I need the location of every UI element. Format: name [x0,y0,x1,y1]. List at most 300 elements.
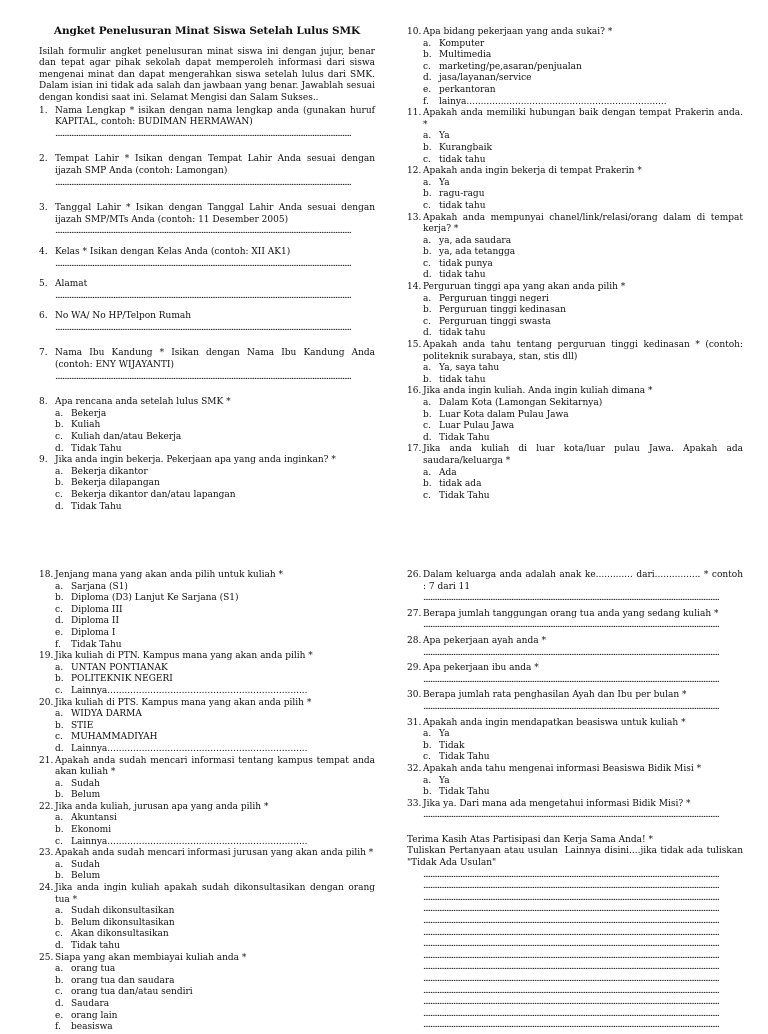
question-number: 12. [407,166,422,177]
option-a[interactable] [39,582,375,594]
option-a[interactable] [39,467,375,479]
question-text-row [39,348,375,371]
option-d[interactable] [407,328,743,340]
question-30 [407,690,743,717]
question-text-row [407,799,743,811]
option-label: tidak tahu [439,374,486,385]
option-a[interactable] [407,468,743,480]
closing-instruction: Tuliskan Pertanyaan atau usulan Lainnya disini....jika tidak ada tuliskan "Tidak Ada Usulan" [407,846,746,869]
question-9 [39,455,375,513]
option-letter: e. [55,627,64,638]
option-letter: a. [55,709,64,720]
option-label: Diploma (D3) Lanjut Ke Sarjana (S1) [71,593,239,604]
question-number: 14. [407,282,422,293]
question-number: 15. [407,340,422,351]
option-e[interactable] [39,628,375,640]
option-label: Lainnya...................................................................... [71,685,308,696]
option-b[interactable] [39,825,375,837]
option-letter: c. [423,752,431,763]
question-13 [407,213,743,283]
option-label: Luar Kota dalam Pulau Jawa [439,409,569,420]
option-b[interactable] [39,420,375,432]
question-number: 24. [39,883,54,894]
question-text: Apa pekerjaan ibu anda * [423,663,539,674]
answer-line[interactable]: ........................................................................................................................................................................ [423,593,719,604]
question-6 [39,311,375,348]
question-text-row [407,282,743,294]
option-label: Tidak Tahu [71,443,122,454]
question-text: Apakah anda tahu mengenai informasi Beasiswa Bidik Misi * [423,763,702,774]
option-label: Luar Pulau Jawa [439,421,515,432]
question-text-row [407,570,743,593]
option-c[interactable] [39,732,375,744]
question-29 [407,663,743,690]
option-c[interactable] [407,421,743,433]
option-letter: c. [55,604,63,615]
option-letter: c. [55,432,63,443]
option-b[interactable] [39,478,375,490]
column-top-right [407,27,743,502]
option-label: tidak tahu [439,270,486,281]
option-b[interactable] [407,305,743,317]
option-letter: a. [423,398,432,408]
option-letter: e. [423,84,432,95]
option-b[interactable] [39,790,375,802]
option-letter: b. [55,975,64,986]
option-letter: a. [55,662,64,673]
question-text: Apakah anda ingin mendapatkan beasiswa untuk kuliah * [423,717,686,728]
option-b[interactable] [407,247,743,259]
spacer [39,238,375,247]
option-label: ragu-ragu [439,189,485,200]
option-letter: d. [423,432,432,443]
option-letter: b. [55,825,64,836]
option-label: Ya [439,729,450,740]
question-text-row [407,340,743,363]
option-letter: a. [55,778,64,789]
question-number: 2. [39,154,48,165]
option-letter: d. [423,73,432,84]
answer-line[interactable]: ........................................................................................................................................................................ [423,810,719,821]
usulan-line[interactable]: ........................................................................................................................................................................ [423,927,719,938]
option-c[interactable] [407,259,743,271]
usulan-answer-lines[interactable] [407,870,743,1032]
option-letter: c. [423,421,431,432]
question-text: Jika anda kuliah, jurusan apa yang anda pilih * [55,801,269,812]
option-a[interactable] [407,363,743,375]
option-d[interactable] [39,502,375,514]
option-d[interactable] [39,744,375,756]
answer-line[interactable]: ........................................................................................................................................................................ [55,128,351,139]
option-label: WIDYA DARMA [71,709,142,720]
question-text-row [407,386,743,398]
question-text: Berapa jumlah tanggungan orang tua anda yang sedang kuliah * [423,608,719,619]
question-number: 1. [39,105,48,116]
option-e[interactable] [407,85,743,97]
option-a[interactable] [39,813,375,825]
question-32 [407,764,743,799]
question-number: 11. [407,108,422,119]
option-letter: a. [423,293,432,304]
spacer [39,189,375,203]
question-text: Jika kuliah di PTN. Kampus mana yang akan anda pilih * [55,651,313,662]
option-label: Lainnya...................................................................... [71,836,308,847]
option-a[interactable] [39,906,375,918]
option-label: Tidak Tahu [439,490,490,501]
option-c[interactable] [39,432,375,444]
option-c[interactable] [39,837,375,849]
option-letter: d. [423,270,432,281]
question-20 [39,698,375,756]
option-letter: b. [423,142,432,153]
question-16 [407,386,743,444]
question-number: 25. [39,952,54,963]
spacer [39,383,375,397]
question-text: Apakah anda ingin bekerja di tempat Prakerin * [423,166,642,177]
option-letter: c. [423,316,431,327]
question-28 [407,636,743,663]
option-b[interactable] [39,721,375,733]
option-letter: a. [423,467,432,478]
option-letter: f. [55,639,61,650]
question-text-row [407,27,743,39]
option-d[interactable] [39,941,375,953]
option-label: Bekerja dikantor dan/atau lapangan [71,490,236,500]
option-d[interactable] [407,73,743,85]
question-11 [407,108,743,166]
option-a[interactable] [407,131,743,143]
question-text: Jika anda ingin kuliah. Anda ingin kuliah dimana * [423,386,653,397]
option-letter: a. [55,964,64,975]
option-b[interactable] [407,410,743,422]
option-b[interactable] [39,593,375,605]
option-label: tidak tahu [439,328,486,339]
answer-line[interactable]: ........................................................................................................................................................................ [423,647,719,658]
option-b[interactable] [407,50,743,62]
option-letter: a. [423,38,432,49]
intro-paragraph: Isilah formulir angket penelusuran minat siswa ini dengan jujur, benar dan tepat agar pihak sekolah dapat memperoleh informasi dari siswa mengenai minat dan dapat mengerahkan siswa setelah lulus dari SMK. Dalam isian ini tidak ada salah dan jawbaan yang benar. Jawablah sesuai dengan kondisi saat ini. Selamat Mengisi dan Salam Sukses.. [39,46,375,103]
usulan-line[interactable]: ........................................................................................................................................................................ [423,869,719,880]
answer-line[interactable]: ........................................................................................................................................................................ [55,177,351,188]
option-letter: a. [423,235,432,246]
option-label: tidak tahu [439,200,486,211]
option-letter: c. [55,929,63,940]
closing-thanks: Terima Kasih Atas Partisipasi dan Kerja Sama Anda! * [407,834,654,845]
column-bottom-right [407,570,746,1032]
option-letter: a. [55,408,64,419]
option-letter: c. [55,836,63,847]
question-number: 9. [39,455,48,466]
question-text: Alamat [55,279,88,290]
option-label: Belum dikonsultasikan [71,917,175,928]
option-label: Bekerja dikantor [71,466,148,477]
option-label: Akuntansi [71,813,117,824]
option-a[interactable] [39,964,375,976]
option-label: POLITEKNIK NEGERI [71,674,173,685]
question-text-row [407,690,743,702]
option-f[interactable] [39,1022,375,1034]
column-top-left [39,26,375,513]
question-text: Apakah anda memiliki hubungan baik dengan tempat Prakerin anda. * [423,108,743,130]
question-21 [39,756,375,802]
option-letter: c. [423,200,431,211]
question-number: 3. [39,203,48,214]
option-c[interactable] [407,155,743,167]
question-8 [39,397,375,455]
option-label: Diploma II [71,616,120,627]
question-number: 26. [407,570,422,580]
option-label: orang tua dan saudara [71,975,175,986]
question-number: 18. [39,570,54,580]
option-e[interactable] [39,1011,375,1023]
option-b[interactable] [407,189,743,201]
option-label: ya, ada saudara [439,235,512,246]
option-letter: b. [423,787,432,798]
usulan-line[interactable]: ........................................................................................................................................................................ [423,939,719,950]
option-a[interactable] [39,779,375,791]
question-number: 7. [39,348,48,359]
option-c[interactable] [407,491,743,503]
option-d[interactable] [407,433,743,445]
option-label: Saudara [71,998,110,1009]
option-letter: a. [55,466,64,477]
question-text: Kelas * Isikan dengan Kelas Anda (contoh: XII AK1) [55,246,291,257]
option-letter: e. [55,1010,64,1021]
option-d[interactable] [407,270,743,282]
question-26 [407,570,743,609]
question-7 [39,348,375,397]
question-14 [407,282,743,340]
question-1 [39,106,375,155]
option-label: Perguruan tinggi kedinasan [439,305,566,316]
option-letter: b. [423,247,432,258]
question-text-row [39,651,375,663]
option-b[interactable] [39,871,375,883]
answer-line[interactable]: ........................................................................................................................................................................ [55,290,351,301]
option-label: Ya [439,177,450,188]
option-b[interactable] [39,976,375,988]
option-b[interactable] [407,479,743,491]
question-text-row [407,108,743,131]
option-label: beasiswa [71,1022,113,1033]
option-b[interactable] [39,674,375,686]
option-label: Tidak Tahu [439,752,490,763]
option-label: Dalam Kota (Lamongan Sekitarnya) [439,398,603,408]
option-label: Tidak Tahu [439,432,490,443]
option-a[interactable] [407,776,743,788]
option-f[interactable] [407,97,743,109]
usulan-line[interactable]: ........................................................................................................................................................................ [423,1008,719,1019]
answer-line[interactable]: ........................................................................................................................................................................ [55,371,351,382]
question-number: 22. [39,801,54,812]
option-label: Perguruan tinggi swasta [439,316,551,327]
option-label: Ekonomi [71,825,112,836]
option-label: Perguruan tinggi negeri [439,293,549,304]
option-label: tidak ada [439,479,482,490]
option-letter: b. [423,374,432,385]
question-12 [407,166,743,212]
question-text-row [407,636,743,648]
column-bottom-left [39,570,375,1034]
option-b[interactable] [407,741,743,753]
question-text-row [407,663,743,675]
question-text-row [39,802,375,814]
spacer [39,302,375,311]
option-d[interactable] [39,999,375,1011]
option-c[interactable] [39,929,375,941]
usulan-line[interactable]: ........................................................................................................................................................................ [423,962,719,973]
option-letter: d. [55,616,64,627]
option-b[interactable] [407,787,743,799]
question-text: Jika anda ingin kuliah apakah sudah dikonsultasikan dengan orang tua * [55,883,375,905]
usulan-line[interactable]: ........................................................................................................................................................................ [423,950,719,961]
option-a[interactable] [407,178,743,190]
option-a[interactable] [39,709,375,721]
option-letter: b. [55,871,64,882]
option-label: MUHAMMADIYAH [71,732,158,743]
question-18 [39,570,375,651]
option-letter: b. [423,50,432,61]
option-a[interactable] [407,39,743,51]
usulan-line[interactable]: ........................................................................................................................................................................ [423,904,719,915]
option-a[interactable] [407,236,743,248]
usulan-line[interactable]: ........................................................................................................................................................................ [423,997,719,1008]
option-c[interactable] [407,317,743,329]
question-text-row [407,213,743,236]
option-letter: d. [55,443,64,454]
option-label: Tidak Tahu [71,639,122,650]
option-label: Tidak tahu [71,941,120,951]
option-a[interactable] [39,663,375,675]
option-a[interactable] [39,860,375,872]
option-c[interactable] [39,605,375,617]
option-a[interactable] [39,409,375,421]
usulan-line[interactable]: ........................................................................................................................................................................ [423,916,719,927]
answer-line[interactable]: ........................................................................................................................................................................ [423,620,719,631]
question-text-row [39,570,375,582]
option-c[interactable] [39,490,375,502]
option-c[interactable] [407,62,743,74]
option-letter: a. [423,131,432,142]
option-c[interactable] [407,752,743,764]
answer-line[interactable]: ........................................................................................................................................................................ [55,226,351,237]
option-letter: c. [55,732,63,743]
option-label: tidak punya [439,258,493,269]
option-letter: c. [423,258,431,269]
option-letter: b. [423,479,432,490]
option-f[interactable] [39,640,375,652]
option-letter: a. [423,363,432,374]
answer-line[interactable]: ........................................................................................................................................................................ [55,258,351,269]
option-d[interactable] [39,444,375,456]
usulan-line[interactable]: ........................................................................................................................................................................ [423,881,719,892]
option-letter: a. [55,581,64,592]
option-label: Bekerja dilapangan [71,478,160,489]
option-c[interactable] [39,686,375,698]
option-label: Tidak [439,740,465,751]
option-b[interactable] [407,143,743,155]
option-letter: b. [55,720,64,731]
usulan-line[interactable]: ........................................................................................................................................................................ [423,1020,719,1031]
option-letter: d. [55,998,64,1009]
answer-line[interactable]: ........................................................................................................................................................................ [423,674,719,685]
option-letter: b. [423,409,432,420]
option-a[interactable] [407,294,743,306]
option-letter: b. [55,593,64,604]
question-text-row [407,444,743,467]
option-letter: b. [55,420,64,431]
question-text-row [407,764,743,776]
option-label: Sudah [71,778,100,789]
question-number: 6. [39,311,48,322]
question-text: Dalam keluarga anda adalah anak ke............. dari................ * contoh : 7 dari 11 [423,570,743,592]
answer-line[interactable]: ........................................................................................................................................................................ [423,701,719,712]
option-letter: a. [55,906,64,917]
answer-line[interactable]: ........................................................................................................................................................................ [55,322,351,333]
question-text-row [39,953,375,965]
option-label: Lainnya...................................................................... [71,743,308,754]
option-label: Ya [439,775,450,786]
option-a[interactable] [407,729,743,741]
question-text-row [39,247,375,259]
question-text: Berapa jumlah rata penghasilan Ayah dan Ibu per bulan * [423,690,687,701]
question-number: 30. [407,690,422,701]
question-text: Jenjang mana yang akan anda pilih untuk kuliah * [55,570,283,580]
usulan-line[interactable]: ........................................................................................................................................................................ [423,974,719,984]
question-number: 31. [407,717,422,728]
option-c[interactable] [39,987,375,999]
question-text: Apakah anda sudah mencari informasi tentang kampus tempat anda akan kuliah * [55,755,375,778]
option-label: orang tua dan/atau sendiri [71,987,193,998]
option-letter: a. [55,813,64,824]
option-label: marketing/pe,asaran/penjualan [439,61,582,72]
option-letter: c. [55,987,63,998]
option-letter: a. [423,729,432,740]
question-17 [407,444,743,502]
option-letter: c. [423,61,431,72]
option-label: lainya...................................................................... [439,96,667,107]
question-text: Jika anda kuliah di luar kota/luar pulau Jawa. Apakah ada saudara/keluarga * [423,444,743,466]
option-letter: d. [55,743,64,754]
usulan-line[interactable]: ........................................................................................................................................................................ [423,892,719,903]
usulan-line[interactable]: ........................................................................................................................................................................ [423,985,719,996]
option-a[interactable] [407,398,743,410]
option-letter: b. [55,917,64,928]
spacer [39,334,375,348]
option-label: Bekerja [71,408,107,419]
question-number: 16. [407,386,422,397]
question-text: Jika kuliah di PTS. Kampus mana yang akan anda pilih * [55,697,312,708]
option-c[interactable] [407,201,743,213]
question-number: 19. [39,651,54,662]
question-15 [407,340,743,386]
option-label: perkantoran [439,84,496,95]
question-text: Tanggal Lahir * Isikan dengan Tanggal Lahir Anda sesuai dengan ijazah SMP/MTs Anda (contoh: 11 Desember 2005) [55,203,375,225]
question-number: 5. [39,279,48,290]
question-text: Jika anda ingin bekerja. Pekerjaan apa yang anda inginkan? * [55,455,336,466]
option-letter: f. [55,1022,61,1033]
question-number: 29. [407,663,422,674]
question-text-row [39,756,375,779]
question-text-row [39,106,375,129]
option-d[interactable] [39,616,375,628]
option-b[interactable] [39,918,375,930]
option-label: tidak tahu [439,154,486,165]
option-b[interactable] [407,375,743,387]
option-letter: b. [423,305,432,316]
option-label: Tidak Tahu [71,501,122,512]
closing-section [407,826,746,1032]
